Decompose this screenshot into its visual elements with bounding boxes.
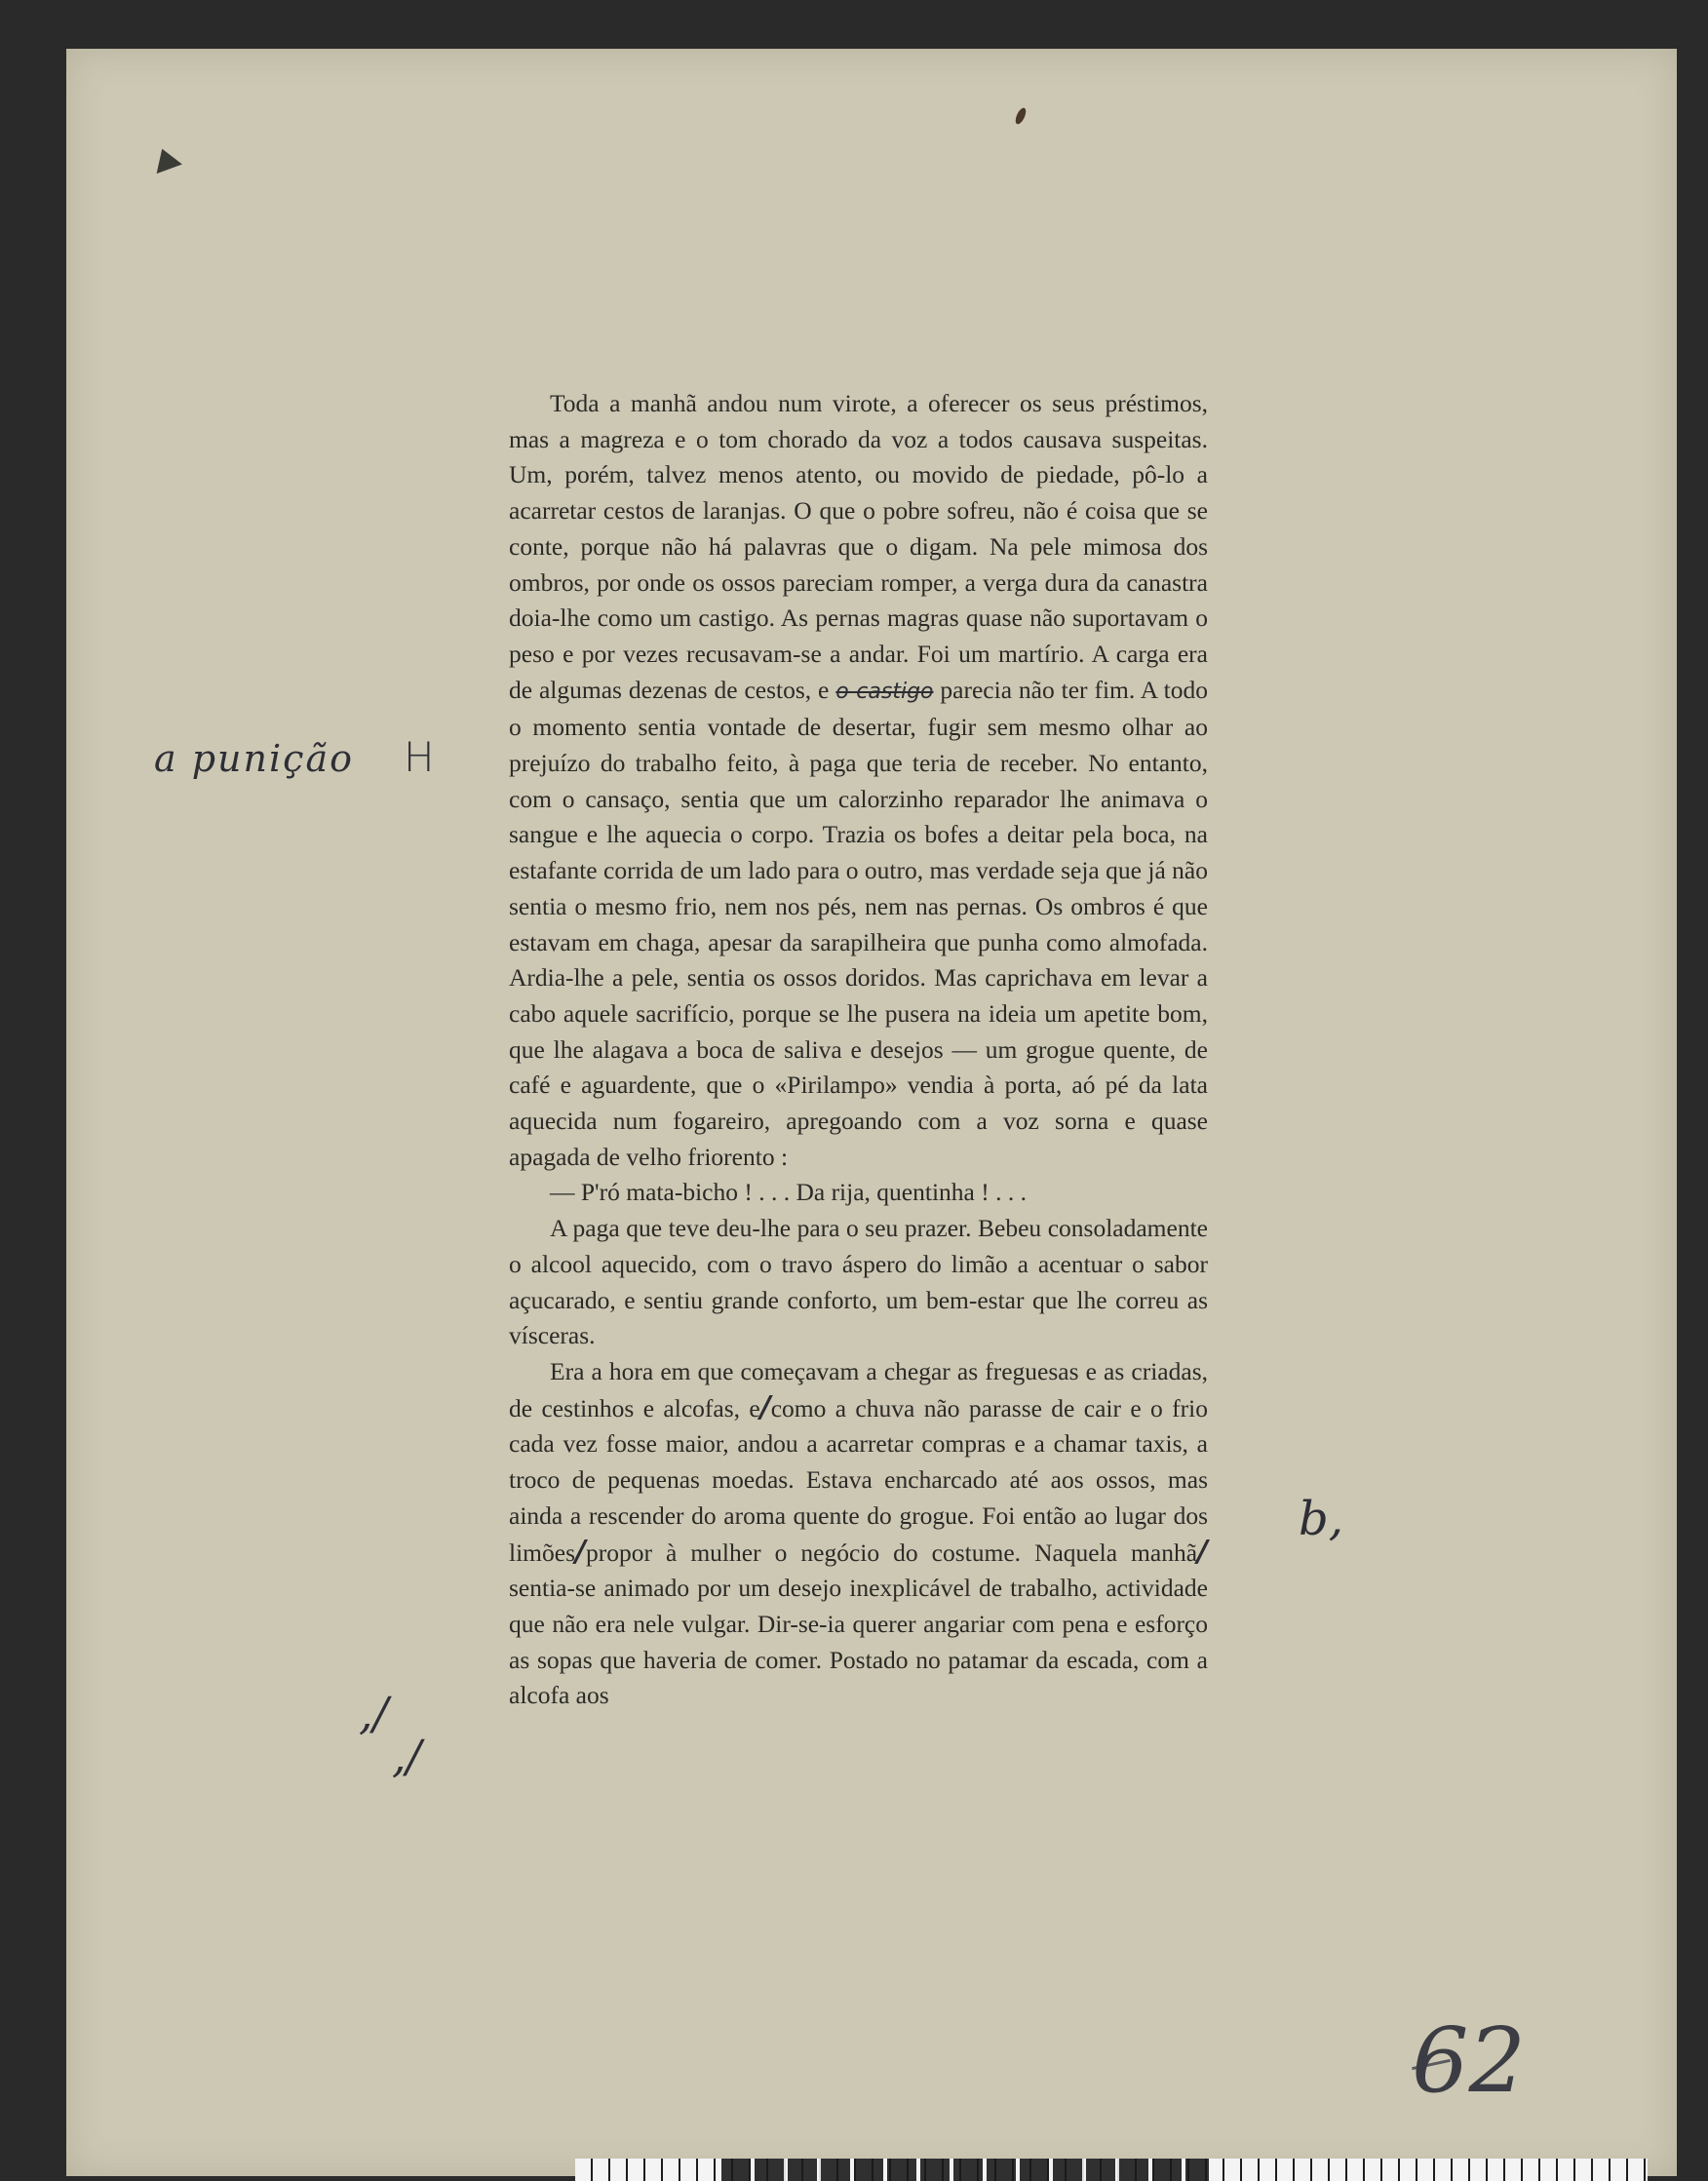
- margin-note-h: H: [404, 733, 435, 781]
- margin-note-punicao: a punição: [154, 737, 354, 780]
- dialogue-line: — P'ró mata-bicho ! . . . Da rija, quentinha ! . . .: [550, 1178, 1027, 1207]
- struck-word: o castigo: [835, 679, 934, 704]
- margin-comma-mark-1: ,/: [359, 1687, 389, 1739]
- ink-mark-top-left: [149, 144, 182, 174]
- paragraph-2: A paga que teve deu-lhe para o seu prazer. Bebeu consoladamente o alcool aquecido, com o travo áspero do limão a acentuar o sabor açucarado, e sentiu grande conforto, um bem-estar que lhe correu as vísceras.: [509, 1214, 1208, 1350]
- paragraph-3-a: Era a hora em que começavam a chegar as freguesas e as criadas, de cestinhos e alcofas, e: [509, 1356, 1208, 1422]
- margin-comma-mark-2: ,/: [392, 1730, 422, 1782]
- ink-spot-top: [1014, 106, 1029, 126]
- manuscript-page: [66, 49, 1677, 2176]
- paragraph-1-start: Toda a manhã andou num virote, a oferecer os seus préstimos, mas a magreza e o tom chorado da voz a todos causava suspeitas. Um, porém, talvez menos atento, ou movido de piedade, pô-lo a acarretar cestos de laranjas. O que o pobre sofreu, não é coisa que se conte, porque não há palavras que o digam. Na pele mimosa dos ombros, por onde os ossos pareciam romper, a verga dura da canastra doia-lhe como um castigo. As pernas magras quase não suportavam o peso e por vezes recusavam-se a andar. Foi um martírio. A carga era de algumas dezenas de cestos, e: [509, 389, 1208, 704]
- slash-mark-2: /: [575, 1534, 586, 1569]
- paragraph-1: [509, 386, 1208, 1175]
- slash-mark-1: /: [759, 1389, 771, 1424]
- paragraph-3-c: propor à mulher o negócio do costume. Naquela manhã: [585, 1538, 1198, 1567]
- paragraph-3-b: como a chuva não parasse de cair e o frio cada vez fosse maior, andou a acarretar compras e a chamar taxis, a troco de pequenas moedas. Estava encharcado até aos ossos, mas ainda a rescender do aroma quente do grogue. Foi então ao lugar dos limões: [509, 1393, 1209, 1567]
- paragraph-3: [509, 1354, 1208, 1714]
- scale-ruler-dark-segment: [721, 2159, 1209, 2181]
- paragraph-3-d: sentia-se animado por um desejo inexplicável de trabalho, actividade que não era nele vulgar. Dir-se-ia querer angariar com pena e esforço as sopas que haveria de comer. Postado no patamar da escada, com a alcofa aos: [509, 1574, 1208, 1710]
- margin-note-right: b,: [1299, 1492, 1343, 1546]
- page-number: 62: [1412, 2008, 1527, 2113]
- typed-text-block: [509, 386, 1208, 1714]
- paragraph-1-end: parecia não ter fim. A todo o momento sentia vontade de desertar, fugir sem mesmo olhar ao prejuízo do trabalho feito, à paga que teria de receber. No entanto, com o cansaço, sentia que um calorzinho reparador lhe animava o sangue e lhe aquecia o corpo. Trazia os bofes a deitar pela boca, na estafante corrida de um lado para o outro, mas verdade seja que já não sentia o mesmo frio, nem nos pés, nem nas pernas. Os ombros é que estavam em chaga, apesar da sarapilheira que punha como almofada. Ardia-lhe a pele, sentia os ossos doridos. Mas caprichava em levar a cabo aquele sacrifício, porque se lhe pusera na ideia um apetite bom, que lhe alagava a boca de saliva e desejos — um grogue quente, de café e aguardente, que o «Pirilampo» vendia à porta, aó pé da lata aquecida num fogareiro, apregoando com a voz sorna e quase apagada de velho friorento :: [509, 675, 1209, 1171]
- slash-mark-3: /: [1197, 1534, 1208, 1569]
